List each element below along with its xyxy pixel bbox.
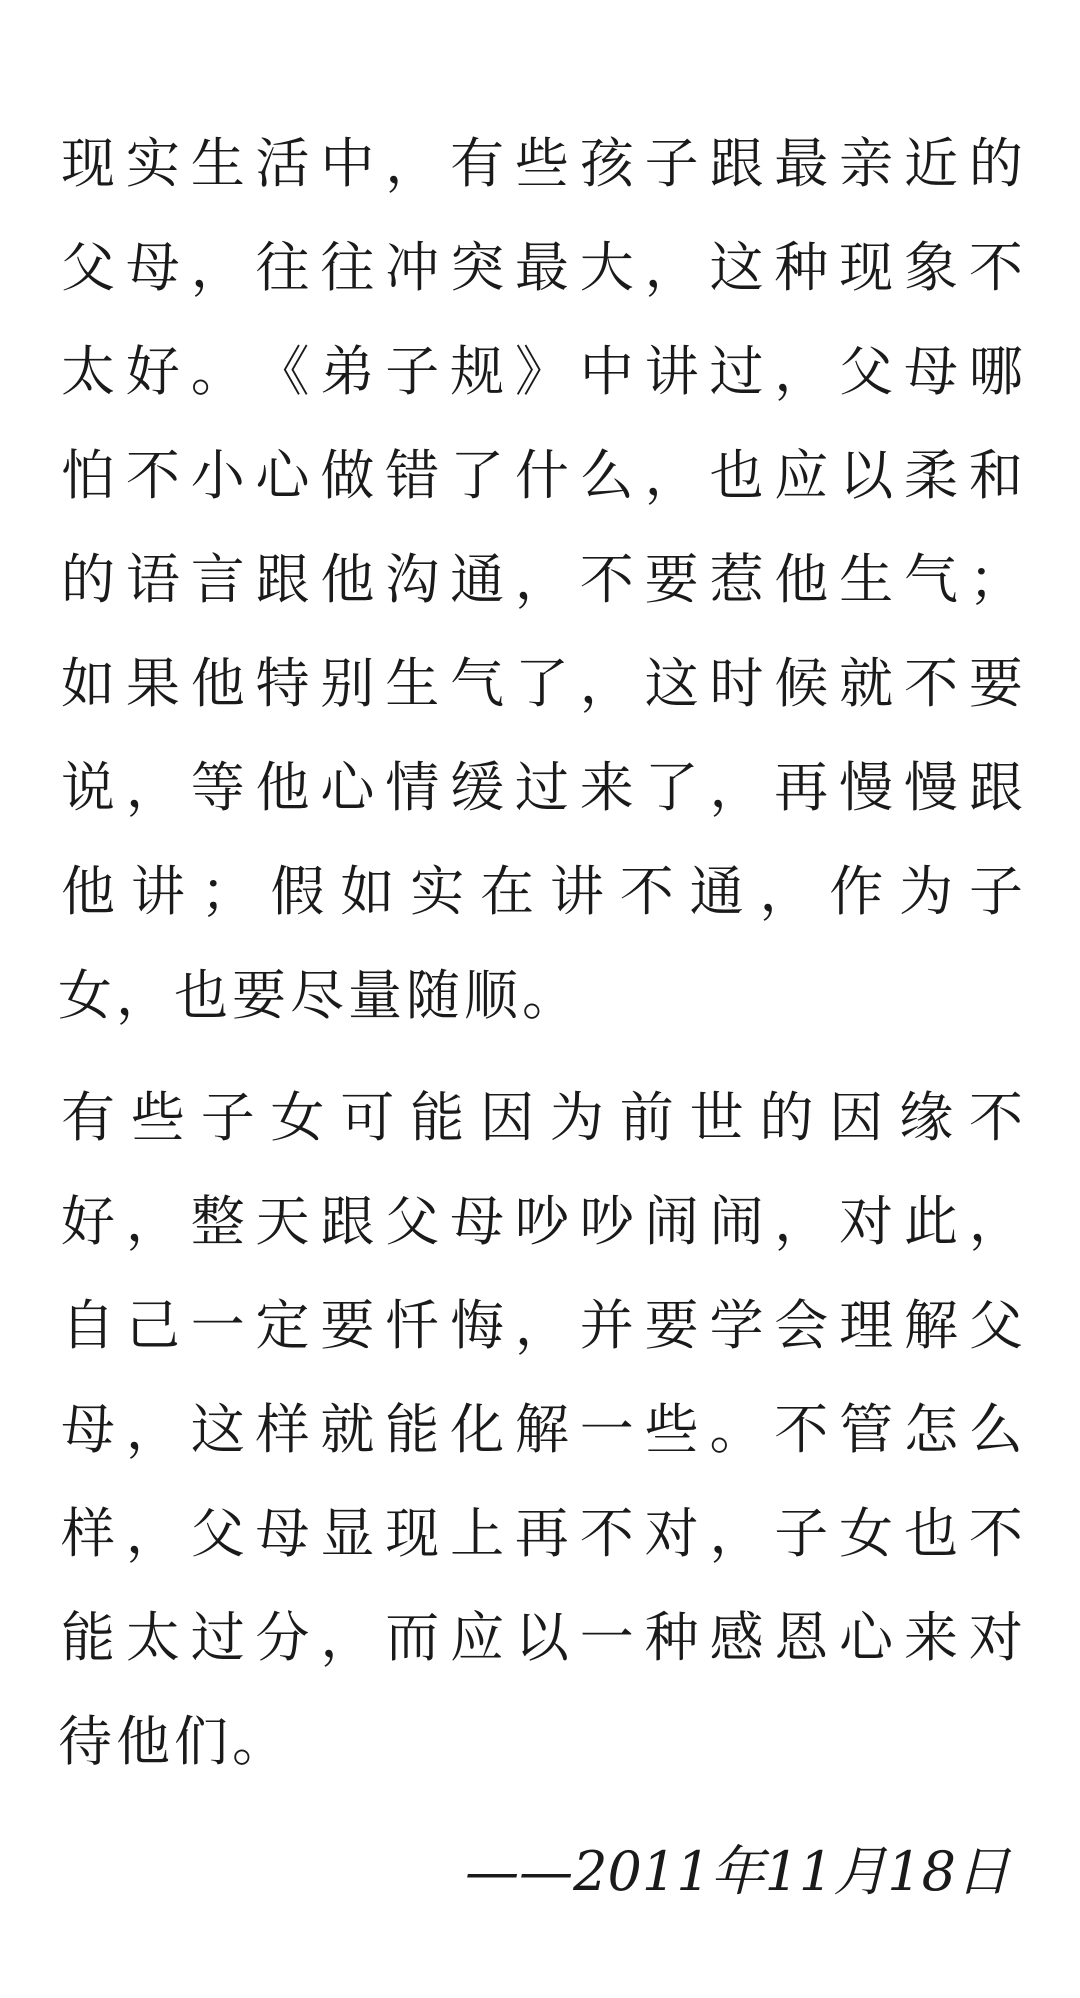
text-char: 要: [644, 548, 699, 611]
text-char: 怕: [61, 444, 115, 507]
text-char: 己: [125, 1294, 180, 1357]
text-char: 他: [774, 548, 829, 611]
text-char: 不: [125, 444, 180, 507]
text-char: 再: [514, 1502, 569, 1565]
text-char: 现: [61, 132, 115, 195]
paragraph-1: [58, 112, 1026, 1048]
text-char: 吵: [579, 1190, 634, 1253]
text-char: 生: [190, 132, 245, 195]
text-char: 母: [255, 1502, 310, 1565]
text-char: 好: [61, 1190, 115, 1253]
text-char: 要: [232, 964, 286, 1027]
text-char: 可: [340, 1086, 395, 1149]
text-char: 弟: [320, 340, 375, 403]
text-char: 母: [125, 236, 180, 299]
text-char: 些: [130, 1086, 185, 1149]
text-char: 尽: [290, 964, 344, 1027]
text-char: 子: [968, 860, 1023, 923]
text-line: [58, 840, 1026, 944]
text-char: 小: [190, 444, 245, 507]
text-char: 能: [410, 1086, 465, 1149]
text-char: 恩: [774, 1606, 829, 1669]
text-char: 情: [385, 756, 440, 819]
text-char: 些: [644, 1398, 699, 1461]
text-char: ，: [116, 964, 170, 1027]
text-char: ，: [514, 1294, 569, 1357]
text-char: 能: [385, 1398, 440, 1461]
text-char: 实: [125, 132, 180, 195]
text-char: 突: [450, 236, 505, 299]
text-char: 中: [320, 132, 375, 195]
text-char: 他: [255, 756, 310, 819]
text-char: ，: [968, 1190, 1023, 1253]
text-char: 哪: [968, 340, 1023, 403]
text-char: 分: [255, 1606, 310, 1669]
text-char: 通: [450, 548, 505, 611]
text-line: [58, 1378, 1026, 1482]
text-char: 世: [689, 1086, 744, 1149]
text-char: 能: [61, 1606, 115, 1669]
text-char: 些: [514, 132, 569, 195]
text-char: 对: [968, 1606, 1023, 1669]
text-char: 们: [174, 1710, 228, 1773]
text-char: 最: [774, 132, 829, 195]
text-char: ，: [774, 1190, 829, 1253]
text-char: 一: [579, 1606, 634, 1669]
text-char: 《: [255, 340, 310, 403]
text-char: 么: [579, 444, 634, 507]
text-char: 一: [190, 1294, 245, 1357]
text-char: 通: [689, 860, 744, 923]
text-char: 显: [320, 1502, 375, 1565]
text-char: 惹: [709, 548, 764, 611]
text-char: 一: [579, 1398, 634, 1461]
text-char: 感: [709, 1606, 764, 1669]
text-char: 他: [116, 1710, 170, 1773]
text-char: 父: [61, 236, 115, 299]
text-char: 心: [320, 756, 375, 819]
text-char: ，: [320, 1606, 375, 1669]
text-char: 沟: [385, 548, 440, 611]
text-char: 往: [255, 236, 310, 299]
text-char: 往: [320, 236, 375, 299]
text-char: ，: [125, 1502, 180, 1565]
text-char: 如: [61, 652, 115, 715]
text-char: 了: [450, 444, 505, 507]
text-char: ，: [709, 1502, 764, 1565]
text-char: 定: [255, 1294, 310, 1357]
text-char: 自: [61, 1294, 115, 1357]
text-char: 他: [320, 548, 375, 611]
text-char: 不: [968, 236, 1023, 299]
text-char: 假: [270, 860, 325, 923]
text-line: [58, 736, 1026, 840]
text-char: 闹: [644, 1190, 699, 1253]
text-char: 管: [839, 1398, 894, 1461]
text-line: [58, 112, 1026, 216]
text-char: 样: [61, 1502, 115, 1565]
text-line: [58, 1066, 1026, 1170]
text-char: 。: [232, 1710, 286, 1773]
text-char: 子: [385, 340, 440, 403]
text-char: 特: [255, 652, 310, 715]
text-char: 父: [190, 1502, 245, 1565]
text-char: 有: [450, 132, 505, 195]
text-char: ，: [514, 548, 569, 611]
text-char: 就: [320, 1398, 375, 1461]
text-char: 而: [385, 1606, 440, 1669]
text-char: ；: [200, 860, 255, 923]
text-char: 果: [125, 652, 180, 715]
text-char: 要: [320, 1294, 375, 1357]
text-char: ，: [190, 236, 245, 299]
text-char: 慢: [903, 756, 958, 819]
text-char: 孩: [579, 132, 634, 195]
text-char: 为: [899, 860, 954, 923]
text-char: 闹: [709, 1190, 764, 1253]
text-char: 也: [903, 1502, 958, 1565]
text-char: 的: [968, 132, 1023, 195]
text-char: 母: [903, 340, 958, 403]
text-char: 么: [968, 1398, 1023, 1461]
text-char: 的: [759, 1086, 814, 1149]
text-char: 悔: [450, 1294, 505, 1357]
text-char: 跟: [255, 548, 310, 611]
text-char: 近: [903, 132, 958, 195]
text-char: ，: [385, 132, 440, 195]
text-char: 因: [480, 1086, 535, 1149]
text-char: 心: [255, 444, 310, 507]
text-char: ，: [125, 1190, 180, 1253]
text-char: 解: [903, 1294, 958, 1357]
text-char: 他: [61, 860, 115, 923]
text-line: [58, 1690, 1026, 1794]
text-char: ，: [759, 860, 814, 923]
text-char: 中: [579, 340, 634, 403]
text-char: 女: [839, 1502, 894, 1565]
text-char: 候: [774, 652, 829, 715]
text-char: 解: [514, 1398, 569, 1461]
text-char: 时: [709, 652, 764, 715]
text-line: [58, 1586, 1026, 1690]
text-char: 过: [709, 340, 764, 403]
text-char: 会: [774, 1294, 829, 1357]
text-char: 子: [200, 1086, 255, 1149]
text-char: 不: [968, 1502, 1023, 1565]
text-char: 为: [549, 1086, 604, 1149]
text-char: 亲: [839, 132, 894, 195]
text-char: 。: [709, 1398, 764, 1461]
text-line: [58, 944, 1026, 1048]
text-char: 女: [270, 1086, 325, 1149]
text-char: 这: [709, 236, 764, 299]
text-char: 最: [514, 236, 569, 299]
text-char: 实: [410, 860, 465, 923]
text-char: 象: [903, 236, 958, 299]
text-char: 生: [385, 652, 440, 715]
text-char: 父: [839, 340, 894, 403]
text-char: 母: [450, 1190, 505, 1253]
text-char: 种: [774, 236, 829, 299]
text-line: [58, 1170, 1026, 1274]
text-char: 因: [829, 1086, 884, 1149]
text-char: 不: [579, 1502, 634, 1565]
text-char: ，: [125, 756, 180, 819]
text-char: 种: [644, 1606, 699, 1669]
text-char: 什: [514, 444, 569, 507]
text-char: 讲: [130, 860, 185, 923]
text-char: 父: [385, 1190, 440, 1253]
text-char: 也: [174, 964, 228, 1027]
text-char: 这: [644, 652, 699, 715]
paragraph-2: [58, 1066, 1026, 1794]
text-char: ，: [709, 756, 764, 819]
text-char: 女: [58, 964, 112, 1027]
text-char: 子: [774, 1502, 829, 1565]
text-char: 活: [255, 132, 310, 195]
text-char: 太: [125, 1606, 180, 1669]
text-line: [58, 1274, 1026, 1378]
text-char: 了: [644, 756, 699, 819]
text-char: 作: [829, 860, 884, 923]
text-char: 不: [579, 548, 634, 611]
text-char: ，: [125, 1398, 180, 1461]
text-char: 错: [385, 444, 440, 507]
text-char: 应: [774, 444, 829, 507]
text-char: 等: [190, 756, 245, 819]
text-char: 气: [450, 652, 505, 715]
text-char: 量: [348, 964, 402, 1027]
text-char: 天: [255, 1190, 310, 1253]
text-char: 。: [190, 340, 245, 403]
text-char: 来: [579, 756, 634, 819]
text-char: 不: [903, 652, 958, 715]
text-char: 再: [774, 756, 829, 819]
text-char: 冲: [385, 236, 440, 299]
text-char: 理: [839, 1294, 894, 1357]
text-char: 气: [903, 548, 958, 611]
text-char: ，: [644, 236, 699, 299]
text-char: 大: [579, 236, 634, 299]
text-line: [58, 216, 1026, 320]
text-char: 整: [190, 1190, 245, 1253]
text-char: 好: [125, 340, 180, 403]
text-char: 顺: [464, 964, 518, 1027]
text-char: 随: [406, 964, 460, 1027]
signature-date: ——2011年11月18日: [465, 1840, 1010, 1903]
text-char: ，: [579, 652, 634, 715]
text-char: 对: [644, 1502, 699, 1565]
text-line: [58, 1482, 1026, 1586]
text-char: 不: [619, 860, 674, 923]
text-char: 别: [320, 652, 375, 715]
text-char: 来: [903, 1606, 958, 1669]
text-line: [58, 424, 1026, 528]
text-char: 对: [839, 1190, 894, 1253]
text-char: ；: [968, 548, 1023, 611]
text-char: 不: [774, 1398, 829, 1461]
text-char: 生: [839, 548, 894, 611]
text-char: 如: [340, 860, 395, 923]
text-char: 前: [619, 1086, 674, 1149]
text-char: 在: [480, 860, 535, 923]
text-line: [58, 320, 1026, 424]
text-char: 》: [514, 340, 569, 403]
text-char: 太: [61, 340, 115, 403]
text-char: 规: [450, 340, 505, 403]
text-char: 化: [450, 1398, 505, 1461]
text-char: 吵: [514, 1190, 569, 1253]
text-char: 子: [644, 132, 699, 195]
text-char: 过: [514, 756, 569, 819]
text-char: 心: [839, 1606, 894, 1669]
text-char: 跟: [320, 1190, 375, 1253]
text-char: 学: [709, 1294, 764, 1357]
text-char: 语: [125, 548, 180, 611]
text-char: 做: [320, 444, 375, 507]
text-char: 父: [968, 1294, 1023, 1357]
text-char: 缘: [899, 1086, 954, 1149]
text-char: 要: [968, 652, 1023, 715]
text-char: 缓: [450, 756, 505, 819]
text-char: 他: [190, 652, 245, 715]
text-char: 的: [61, 548, 115, 611]
text-char: 样: [255, 1398, 310, 1461]
text-char: 柔: [903, 444, 958, 507]
text-char: 说: [61, 756, 115, 819]
text-char: 上: [450, 1502, 505, 1565]
text-char: ，: [774, 340, 829, 403]
text-char: 讲: [549, 860, 604, 923]
text-char: 。: [522, 964, 576, 1027]
text-line: [58, 632, 1026, 736]
text-char: 并: [579, 1294, 634, 1357]
text-char: 此: [903, 1190, 958, 1253]
text-char: 母: [61, 1398, 115, 1461]
text-char: 跟: [968, 756, 1023, 819]
text-char: 现: [385, 1502, 440, 1565]
text-char: 要: [644, 1294, 699, 1357]
text-char: 了: [514, 652, 569, 715]
text-char: 不: [968, 1086, 1023, 1149]
text-char: 过: [190, 1606, 245, 1669]
text-char: 慢: [839, 756, 894, 819]
text-char: 跟: [709, 132, 764, 195]
text-char: ，: [644, 444, 699, 507]
text-char: 这: [190, 1398, 245, 1461]
text-char: 言: [190, 548, 245, 611]
text-char: 待: [58, 1710, 112, 1773]
text-char: 应: [450, 1606, 505, 1669]
text-char: 就: [839, 652, 894, 715]
text-char: 以: [839, 444, 894, 507]
text-char: 和: [968, 444, 1023, 507]
text-char: 以: [514, 1606, 569, 1669]
text-line: [58, 528, 1026, 632]
text-char: 怎: [903, 1398, 958, 1461]
text-char: 有: [61, 1086, 115, 1149]
text-char: 讲: [644, 340, 699, 403]
text-char: 也: [709, 444, 764, 507]
text-char: 忏: [385, 1294, 440, 1357]
text-char: 现: [839, 236, 894, 299]
